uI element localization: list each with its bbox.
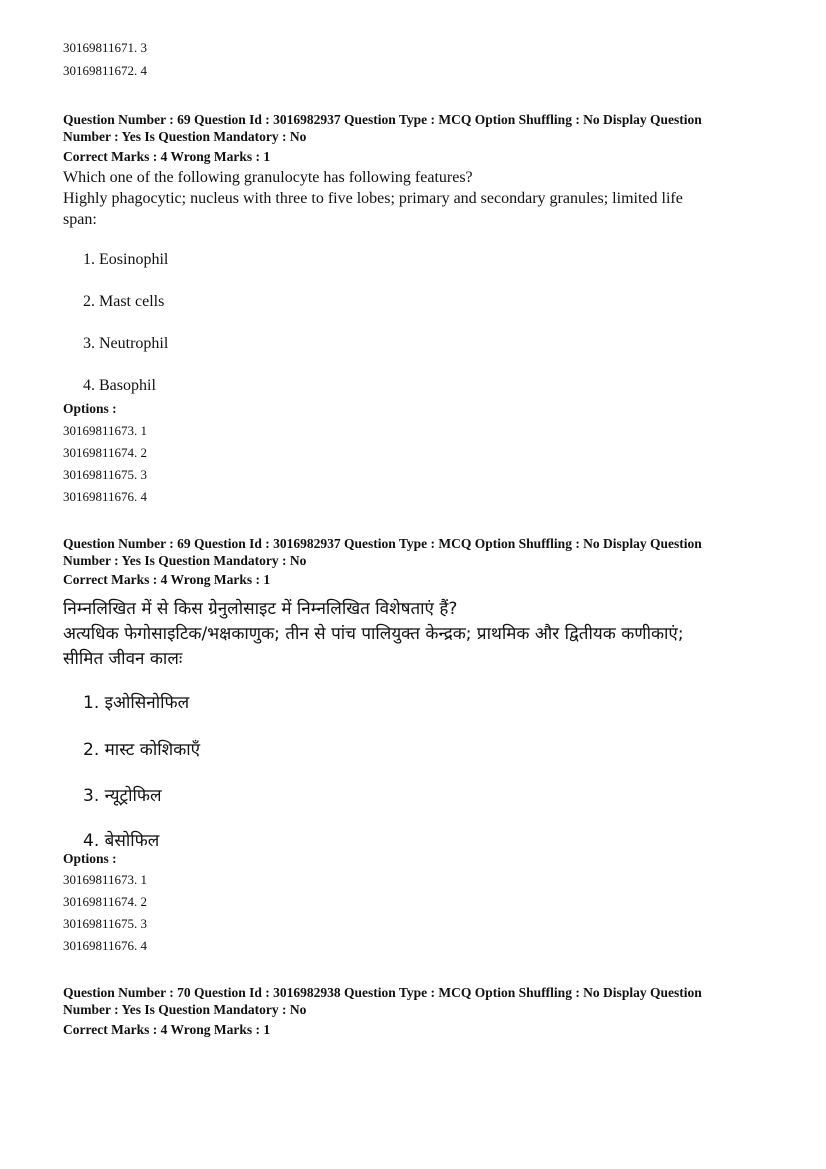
- question-text: सीमित जीवन कालः: [63, 649, 183, 669]
- question-meta: Question Number : 70 Question Id : 3016982938 Question Type : MCQ Option Shuffling : No Display Question: [63, 985, 702, 1000]
- question-meta: Question Number : 69 Question Id : 3016982937 Question Type : MCQ Option Shuffling : No Display Question: [63, 112, 702, 127]
- answer-choice: 1. इओसिनोफिल: [83, 693, 190, 713]
- answer-choice: 4. Basophil: [83, 377, 156, 394]
- option-line: 30169811673. 1: [63, 872, 148, 887]
- question-text: अत्यधिक फेगोसाइटिक/भक्षकाणुक; तीन से पांच पालियुक्त केन्द्रक; प्राथमिक और द्वितीयक कणीकाएं;: [63, 624, 684, 644]
- options-label: Options :: [63, 851, 117, 866]
- question-text: Which one of the following granulocyte has following features?: [63, 169, 473, 186]
- answer-choice: 2. मास्ट कोशिकाएँ: [83, 740, 201, 760]
- question-marks: Correct Marks : 4 Wrong Marks : 1: [63, 1022, 271, 1037]
- option-line: 30169811674. 2: [63, 894, 148, 909]
- option-line: 30169811673. 1: [63, 423, 148, 438]
- question-meta: Number : Yes Is Question Mandatory : No: [63, 1002, 307, 1017]
- option-line: 30169811671. 3: [63, 40, 148, 55]
- answer-choice: 2. Mast cells: [83, 293, 165, 310]
- option-line: 30169811675. 3: [63, 467, 148, 482]
- answer-choice: 3. Neutrophil: [83, 335, 169, 352]
- question-text: निम्नलिखित में से किस ग्रेनुलोसाइट में निम्नलिखित विशेषताएं हैं?: [63, 599, 458, 619]
- option-line: 30169811675. 3: [63, 916, 148, 931]
- question-meta: Number : Yes Is Question Mandatory : No: [63, 129, 307, 144]
- question-text: Highly phagocytic; nucleus with three to five lobes; primary and secondary granules; limited life: [63, 190, 683, 207]
- answer-choice: 4. बेसोफिल: [83, 831, 160, 851]
- answer-choice: 3. न्यूट्रोफिल: [83, 786, 162, 806]
- question-marks: Correct Marks : 4 Wrong Marks : 1: [63, 149, 271, 164]
- answer-choice: 1. Eosinophil: [83, 251, 169, 268]
- option-line: 30169811672. 4: [63, 63, 148, 78]
- question-text: span:: [63, 211, 97, 228]
- option-line: 30169811676. 4: [63, 489, 148, 504]
- option-line: 30169811674. 2: [63, 445, 148, 460]
- question-meta: Number : Yes Is Question Mandatory : No: [63, 553, 307, 568]
- question-meta: Question Number : 69 Question Id : 3016982937 Question Type : MCQ Option Shuffling : No Display Question: [63, 536, 702, 551]
- question-marks: Correct Marks : 4 Wrong Marks : 1: [63, 572, 271, 587]
- option-line: 30169811676. 4: [63, 938, 148, 953]
- options-label: Options :: [63, 401, 117, 416]
